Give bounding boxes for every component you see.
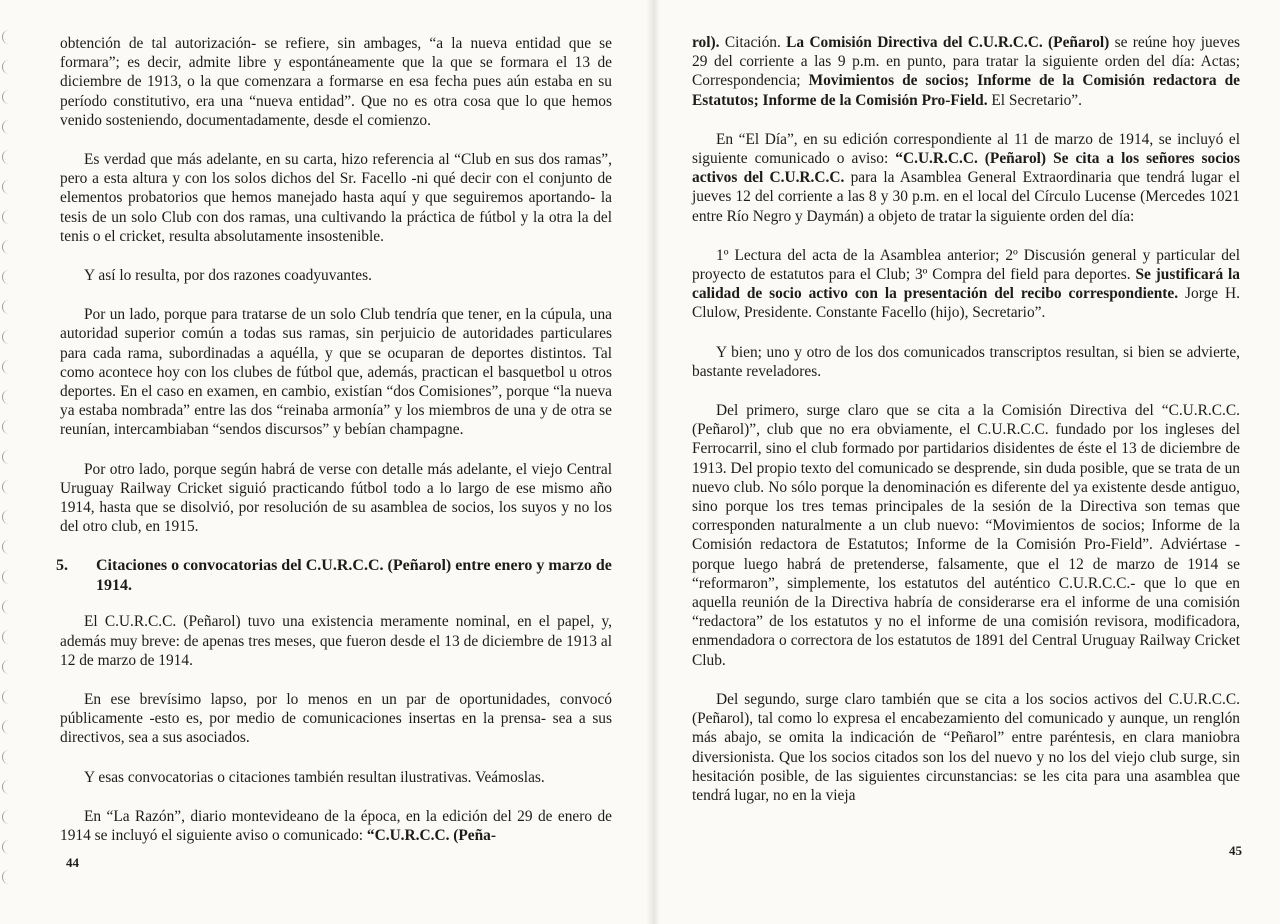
quoted-notice: [692, 33, 1240, 110]
paragraph: [692, 246, 1240, 323]
right-text-column: [692, 33, 1240, 825]
paragraph-text: Jorge H. Clulow, Presidente. Constante Facello (hijo), Secretario”.: [692, 285, 1240, 322]
paragraph: El C.U.R.C.C. (Peñarol) tuvo una existencia meramente nominal, en el papel, y, además muy breve: de apenas tres meses, que fueron desde el 13 de diciembre de 1913 al 12 de marzo de 1914.: [60, 613, 612, 669]
bold-text: La Comisión Directiva del C.U.R.C.C. (Peñarol): [786, 34, 1110, 51]
bold-text: Se justificará la calidad de socio activo con la presentación del recibo correspondiente.: [692, 266, 1240, 303]
section-number: 5.: [56, 557, 68, 575]
paragraph: Por otro lado, porque según habrá de verse con detalle más adelante, el viejo Central Uruguay Railway Cricket siguió practicando fútbol todo a lo largo de ese mismo año 1914, hasta que se disolvió, por resolución de su asamblea de socios, los suyos y no los del otro club, en 1915.: [60, 460, 612, 536]
section-title: Citaciones o convocatorias del C.U.R.C.C. (Peñarol) entre enero y marzo de 1914.: [96, 557, 612, 595]
page-number: 44: [66, 855, 79, 870]
paragraph-text: El Secretario”.: [987, 91, 1082, 109]
bold-text: “C.U.R.C.C. (Peñarol) Se cita a los señores socios activos del C.U.R.C.C.: [692, 150, 1240, 187]
ring-binding: [2, 30, 16, 910]
paragraph: En ese brevísimo lapso, por lo menos en un par de oportunidades, convocó públicamente -esto es, por medio de comunicaciones insertas en la prensa- sea a sus directivos, sea a sus asociados.: [60, 691, 612, 747]
paragraph-text: para la Asamblea General Extraordinaria que tendrá lugar el jueves 12 del corriente a las 8 y 30 p.m. en el local del Círculo Lucense (Mercedes 1021 entre Río Negro y Daymán) a objeto de tratar la siguiente orden del día:: [692, 169, 1240, 225]
quoted-notice-start: “C.U.R.C.C. (Peña-: [366, 827, 496, 845]
left-text-column: [56, 34, 612, 865]
section-heading: [56, 556, 612, 596]
paragraph: Del primero, surge claro que se cita a la Comisión Directiva del “C.U.R.C.C. (Peñarol)”, club que no era obviamente, el C.U.R.C.C. fundado por los ingleses del Ferrocarril, sino el club formado por partidarios disidentes de éste el 13 de diciembre de 1913. Del propio texto del comunicado se desprende, sin duda posible, que se trata de un nuevo club. No sólo porque la denominación es diferente del ya existente desde antiguo, sino porque los tres temas principales de la sesión de la Directiva son temas que corresponden naturalmente a un club nuevo: “Movimientos de socios; Informe de la Comisión redactora de Estatutos; Informe de la Comisión Pro-Field”. Adviértase -porque luego habrá de pretenderse, falsamente, que el 12 de marzo de 1914 se “reformaron”, simplemente, los estatutos del auténtico C.U.R.C.C.- que lo que en aquella reunión de la Directiva habría de considerarse era el informe de una comisión “redactora” de los estatutos y no el informe de una comisión revisora, modificadora, enmendadora o correctora de los estatutos de 1891 del Central Uruguay Railway Cricket Club.: [692, 402, 1240, 669]
paragraph: Por un lado, porque para tratarse de un solo Club tendría que tener, en la cúpula, una autoridad superior común a todas sus ramas, sin perjuicio de autoridades particulares para cada rama, subordinadas a aquélla, y que se ocuparan de deportes distintos. Tal como acontece hoy con los clubes de fútbol que, además, practican el basquetbol u otros deportes. En el caso en examen, en cambio, existían “dos Comisiones”, porque “la nueva ya estaba nombrada” entre las dos “reinaba armonía” y los miembros de una y de otra se reunían, intercambiaban “sendos discursos” y bebían champagne.: [60, 306, 612, 439]
bold-text: rol).: [692, 34, 720, 51]
paragraph: Y esas convocatorias o citaciones también resultan ilustrativas. Veámoslas.: [84, 768, 545, 786]
page-number: 45: [1229, 843, 1242, 858]
paragraph-text: Citación.: [719, 34, 787, 51]
paragraph-text: 1º Lectura del acta de la Asamblea anterior; 2º Discusión general y particular del proyecto de estatutos para el Club; 3º Compra del field para deportes.: [692, 246, 1240, 284]
paragraph-text: se reúne hoy jueves 29 del corriente a las 9 p.m. en punto, para tratar la siguiente orden del día: Actas; Correspondencia;: [692, 34, 1241, 90]
paragraph-text: En “El Día”, en su edición correspondiente al 11 de marzo de 1914, se incluyó el siguiente comunicado o aviso:: [692, 130, 1240, 168]
paragraph: Y así lo resulta, por dos razones coadyuvantes.: [84, 267, 372, 285]
bold-text: Movimientos de socios; Informe de la Comisión redactora de Estatutos; Informe de la Comisión Pro-Field.: [692, 72, 1240, 109]
paragraph: Del segundo, surge claro también que se cita a los socios activos del C.U.R.C.C. (Peñarol), tal como lo expresa el encabezamiento del comunicado y aunque, un renglón más abajo, se omita la indicación de “Peñarol” entre paréntesis, en clara maniobra diversionista. Que los socios citados son los del nuevo y no los del viejo club surge, sin hesitación posible, de las siguientes circunstancias: se les cita para una asamblea que tendrá lugar, no en la vieja: [692, 690, 1240, 804]
paragraph-text: En “La Razón”, diario montevideano de la época, en la edición del 29 de enero de 1914 se incluyó el siguiente aviso o comunicado:: [60, 807, 612, 845]
paragraph: [692, 130, 1240, 226]
paragraph: Y bien; uno y otro de los dos comunicados transcriptos resultan, si bien se advierte, bastante reveladores.: [692, 343, 1240, 380]
paragraph: [60, 807, 612, 845]
paragraph: obtención de tal autorización- se refiere, sin ambages, “a la nueva entidad que se formara”; es decir, admite libre y espontáneamente que la que se formara el 13 de diciembre de 1913, o la que comenzara a formarse en esa fecha pues aún estaba en su período constitutivo, era una “nueva entidad”. Que no es otra cosa que lo que hemos venido sosteniendo, documentadamente, desde el comienzo.: [60, 35, 612, 129]
paragraph: Es verdad que más adelante, en su carta, hizo referencia al “Club en sus dos ramas”, pero a esta altura y con los solos dichos del Sr. Facello -ni qué decir con el conjunto de elementos probatorios que hemos manejado hasta aquí y que seguiremos aportando- la tesis de un solo Club con dos ramas, una cultivando la práctica de fútbol y la otra la del tenis o el cricket, resulta absolutamente insostenible.: [60, 151, 612, 245]
book-gutter: [646, 0, 660, 924]
